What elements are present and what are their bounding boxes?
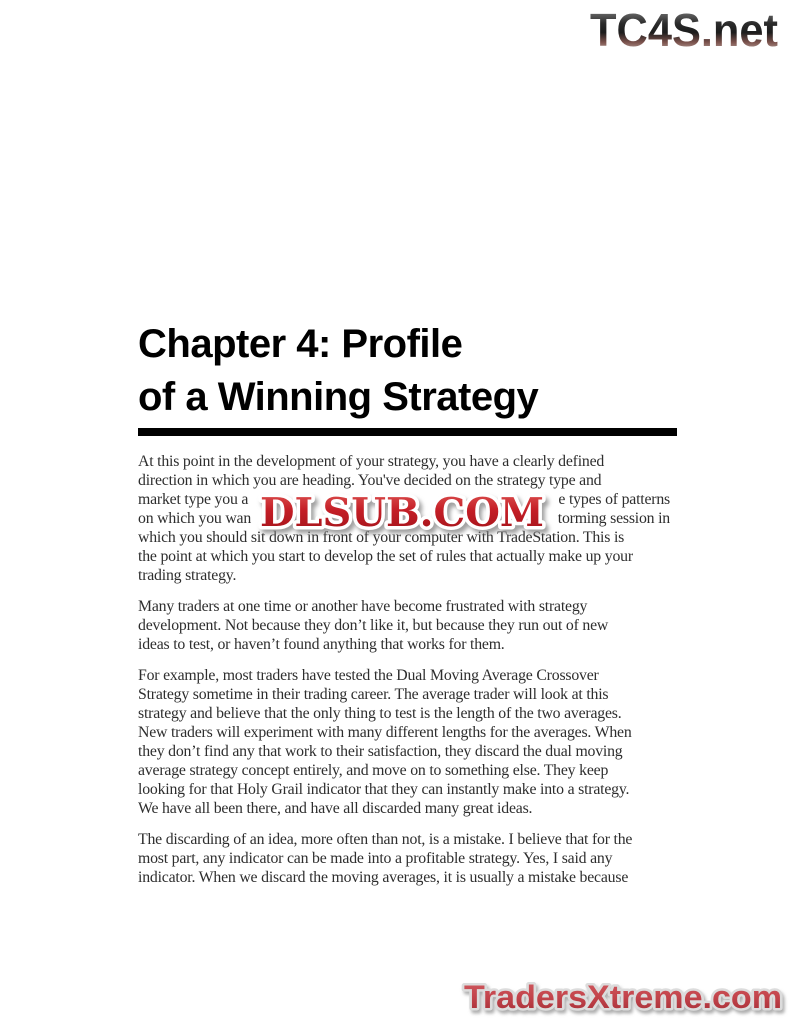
title-rule	[138, 428, 677, 436]
text-line: ideas to test, or haven’t found anything that works for them.	[138, 636, 505, 653]
text-line: strategy and believe that the only thing to test is the length of the two averages.	[138, 705, 622, 722]
text-line: At this point in the development of your strategy, you have a clearly defined	[138, 453, 605, 470]
chapter-title-line1: Chapter 4: Profile	[138, 322, 463, 366]
text-fragment-left: market type you a	[138, 491, 249, 508]
text-fragment-left: on which you wan	[138, 510, 252, 527]
text-line: they don’t find any that work to their satisfaction, they discard the dual moving	[138, 743, 623, 760]
text-line: For example, most traders have tested the Dual Moving Average Crossover	[138, 667, 599, 684]
tradersxtreme-logo-text: TradersXtreme.com	[464, 979, 782, 1015]
text-line: direction in which you are heading. You've decided on the strategy type and	[138, 472, 602, 489]
chapter-title	[138, 318, 738, 424]
footer-site-logo	[456, 974, 791, 1020]
text-fragment-right: e types of patterns	[558, 491, 670, 508]
text-line: average strategy concept entirely, and move on to something else. They keep	[138, 762, 609, 779]
text-line: New traders will experiment with many different lengths for the averages. When	[138, 724, 632, 741]
header-site-logo	[586, 2, 786, 58]
tradersxtreme-logo-graphic	[456, 974, 791, 1020]
text-line: development. Not because they don’t like it, but because they run out of new	[138, 617, 609, 634]
dlsub-watermark-text: DLSUB.COM	[260, 490, 544, 536]
text-line: We have all been there, and have all discarded many great ideas.	[138, 800, 533, 817]
tc4s-logo-graphic	[586, 2, 786, 58]
text-line: trading strategy.	[138, 567, 237, 584]
text-line: which you should sit down in front of your computer with TradeStation. This is	[138, 529, 625, 546]
text-line: indicator. When we discard the moving averages, it is usually a mistake because	[138, 869, 629, 886]
text-fragment-right: torming session in	[557, 510, 670, 527]
text-line: The discarding of an idea, more often than not, is a mistake. I believe that for the	[138, 831, 633, 848]
paragraph-3	[138, 666, 670, 818]
chapter-title-line2: of a Winning Strategy	[138, 375, 539, 419]
dlsub-watermark-graphic	[250, 486, 554, 540]
text-line: looking for that Holy Grail indicator that they can instantly make into a strategy.	[138, 781, 630, 798]
text-line: Many traders at one time or another have become frustrated with strategy	[138, 598, 588, 615]
paragraph-4	[138, 830, 670, 887]
text-line: the point at which you start to develop the set of rules that actually make up your	[138, 548, 633, 565]
dlsub-watermark	[250, 486, 554, 540]
text-line: most part, any indicator can be made into a profitable strategy. Yes, I said any	[138, 850, 613, 867]
text-line: Strategy sometime in their trading career. The average trader will look at this	[138, 686, 609, 703]
paragraph-2	[138, 597, 670, 654]
tc4s-logo-text: TC4S.net	[590, 4, 778, 56]
